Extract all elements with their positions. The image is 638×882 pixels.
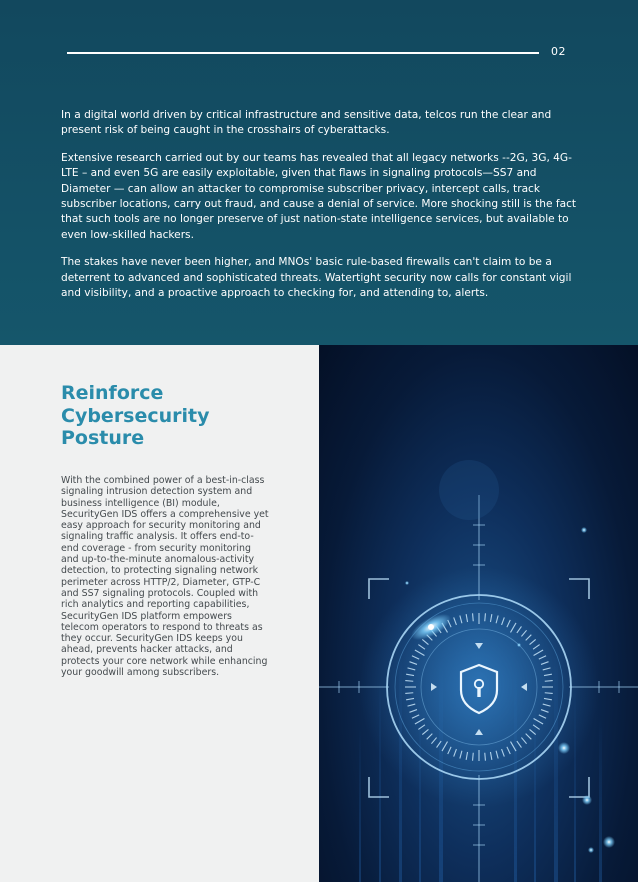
cyber-shield-image	[319, 345, 638, 882]
intro-paragraph-1: In a digital world driven by critical infrastructure and sensitive data, telcos run the clear and present risk of being caught in the crosshairs of cyberattacks.	[61, 109, 552, 137]
intro-paragraph-2: Extensive research carried out by our teams has revealed that all legacy networks --2G, 3G, 4G-LTE – and even 5G are easily exploitable, given that flaws in signaling protocols—SS7 and Diameter — can allow an attacker to compromise subscriber privacy, intercept calls, track subscriber locations, carry out fraud, and cause a denial of service. More shocking still is the fact that such tools are no longer preserve of just nation-state intelligence services, but available to even low-skilled hackers.	[61, 151, 577, 241]
intro-paragraph-3: The stakes have never been higher, and MNOs' basic rule-based firewalls can't claim to be a deterrent to advanced and sophisticated threats. Watertight security now calls for constant vigil and visibility, and a proactive approach to checking for, and attending to, alerts.	[61, 256, 572, 300]
heading-line-3: Posture	[61, 427, 145, 449]
heading-line-2: Cybersecurity	[61, 404, 210, 427]
header-rule	[67, 52, 539, 54]
section-body: With the combined power of a best-in-class signaling intrusion detection system and business intelligence (BI) module, SecurityGen IDS offers a comprehensive yet easy approach for security monitoring and signaling traffic analysis. It offers end-to-end coverage - from security monitoring and up-to-the-minute anomalous-activity detection, to protecting signaling network perimeter across HTTP/2, Diameter, GTP-C and SS7 signaling protocols. Coupled with rich analytics and reporting capabilities, SecurityGen IDS platform empowers telecom operators to respond to threats as they occur. SecurityGen IDS keeps you ahead, prevents hacker attacks, and protects your core network while enhancing your goodwill among subscribers.	[61, 475, 269, 679]
page-number: 02	[551, 45, 566, 58]
section-heading	[61, 382, 281, 450]
heading-line-1: Reinforce	[61, 382, 164, 404]
intro-text	[61, 108, 585, 313]
shield-lock-icon	[319, 345, 638, 882]
